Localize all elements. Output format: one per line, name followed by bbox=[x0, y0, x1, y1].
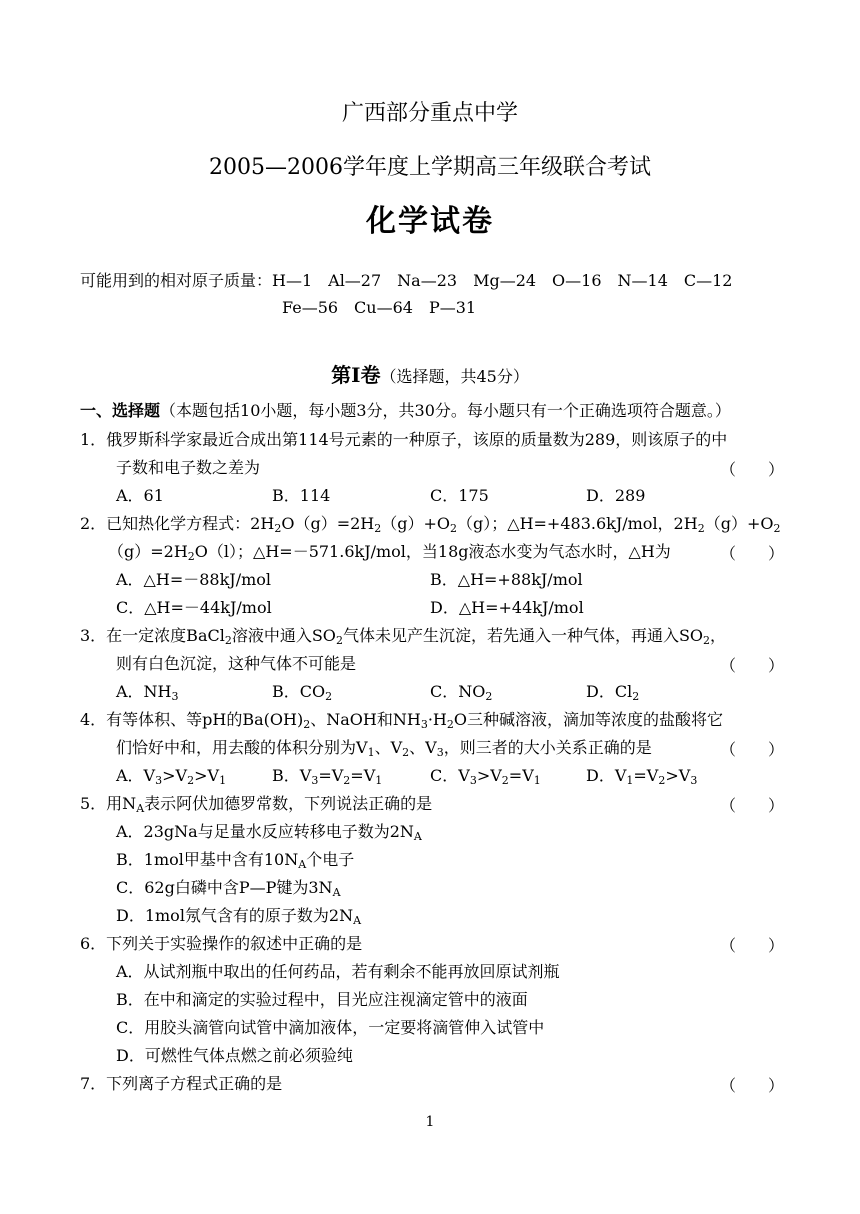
q2-line2: $(g)=2H_2O(l)$；△H=－571.6kJ/mol，当18g液态水变为气态水时，△H为 bbox=[108, 542, 671, 563]
q6-line1: 6．下列关于实验操作的叙述中正确的是 bbox=[80, 934, 363, 953]
q1-option-b: B．114 bbox=[272, 486, 331, 505]
section1-heading bbox=[80, 400, 731, 422]
q5-option-a: A．23gNa与足量水反应转移电子数为$2N_A$ bbox=[116, 822, 422, 843]
q7-answer-blank: （ ） bbox=[720, 1076, 785, 1095]
q3-option-d: D．$Cl_2$ bbox=[586, 682, 640, 703]
atomic-masses-line1: 可能用到的相对原子质量：H—1 Al—27 Na—23 Mg—24 O—16 N—14 C—12 bbox=[80, 271, 733, 290]
exam-title: 2005—2006学年度上学期高三年级联合考试 bbox=[209, 155, 651, 180]
q1-option-a: A．61 bbox=[116, 486, 164, 505]
part-title bbox=[0, 359, 860, 388]
q5-line1: 5．用$N_A$表示阿伏加德罗常数，下列说法正确的是 bbox=[80, 794, 433, 815]
q2-option-c: C．△H=－44kJ/mol bbox=[116, 598, 272, 617]
q6-option-a: A．从试剂瓶中取出的任何药品，若有剩余不能再放回原试剂瓶 bbox=[116, 962, 560, 981]
q6-answer-blank: （ ） bbox=[720, 936, 785, 955]
atomic-masses-line2: Fe—56 Cu—64 P—31 bbox=[282, 298, 477, 317]
q1-option-c: C．175 bbox=[430, 486, 489, 505]
q4-line2-suffix: ，则三者的大小关系正确的是 bbox=[443, 738, 652, 757]
q4-option-a: A．$V_3>V_2>V_1$ bbox=[116, 766, 227, 787]
q4-answer-blank: （ ） bbox=[720, 740, 785, 759]
q4-option-c: C．$V_3>V_2=V_1$ bbox=[430, 766, 541, 787]
q3-option-a: A．$NH_3$ bbox=[116, 682, 179, 703]
q5-option-c: C．62g白磷中含P—P键为$3N_A$ bbox=[116, 878, 341, 899]
q4-line1: 4．有等体积、等pH的$Ba(OH)_2$、NaOH和$NH_3\cdot H_2O$三种碱溶液，滴加等浓度的盐酸将它 bbox=[80, 710, 723, 731]
q4-line2: 们恰好中和，用去酸的体积分别为$V_1$、$V_2$、$V_3$，则三者的大小关系正确的是 bbox=[116, 738, 652, 759]
q3-line1: 3．在一定浓度BaCl$_2$溶液中通入$SO_2$气体未见产生沉淀，若先通入一种气体，再通入$SO_2$， bbox=[80, 626, 727, 647]
q1-option-d: D．289 bbox=[586, 486, 646, 505]
q2-option-a: A．△H=－88kJ/mol bbox=[116, 570, 272, 589]
q1-answer-blank: （ ） bbox=[720, 460, 785, 479]
q2-line1: 2．已知热化学方程式：$2H_2O(g)=2H_2(g)+O_2(g)$；△H=+483.6kJ/mol，$2H_2(g)+O_2$ bbox=[80, 514, 781, 535]
q6-option-b: B．在中和滴定的实验过程中，目光应注视滴定管中的液面 bbox=[116, 990, 528, 1009]
q3-answer-blank: （ ） bbox=[720, 656, 785, 675]
q1-line1: 1．俄罗斯科学家最近合成出第114号元素的一种原子，该原的质量数为289，则该原子的中 bbox=[80, 430, 728, 449]
page-number: 1 bbox=[425, 1114, 435, 1130]
section1-title: 一、选择题 bbox=[80, 401, 161, 420]
q5-option-d-text: D．1mol氖气含有的原子数为2N bbox=[116, 906, 354, 925]
section1-desc: （本题包括10小题，每小题3分，共30分。每小题只有一个正确选项符合题意。） bbox=[160, 401, 731, 420]
q3-option-b: B．$CO_2$ bbox=[272, 682, 333, 703]
q3-line2: 则有白色沉淀，这种气体不可能是 bbox=[116, 654, 357, 673]
q5-answer-blank: （ ） bbox=[720, 796, 785, 815]
q2-option-d: D．△H=+44kJ/mol bbox=[430, 598, 584, 617]
q5-option-d: D．1mol氖气含有的原子数为$2N_A$ bbox=[116, 906, 362, 927]
q6-option-c: C．用胶头滴管向试管中滴加液体，一定要将滴管伸入试管中 bbox=[116, 1018, 545, 1037]
q1-line2: 子数和电子数之差为 bbox=[116, 458, 261, 477]
q4-option-d: D．$V_1=V_2>V_3$ bbox=[586, 766, 698, 787]
q3-option-c: C．$NO_2$ bbox=[430, 682, 493, 703]
school-name: 广西部分重点中学 bbox=[341, 101, 518, 126]
part-title-main: 第Ⅰ卷 bbox=[331, 363, 381, 387]
q7-line1: 7．下列离子方程式正确的是 bbox=[80, 1074, 283, 1093]
subject-title: 化学试卷 bbox=[366, 204, 494, 239]
q2-answer-blank: （ ） bbox=[720, 544, 785, 563]
q6-option-d: D．可燃性气体点燃之前必须验纯 bbox=[116, 1046, 353, 1065]
q5-option-b: B．1mol甲基中含有$10N_A$个电子 bbox=[116, 850, 355, 871]
q2-option-b: B．△H=+88kJ/mol bbox=[430, 570, 583, 589]
q4-option-b: B．$V_3=V_2=V_1$ bbox=[272, 766, 383, 787]
part-subtitle: （选择题，共45分） bbox=[380, 367, 529, 386]
